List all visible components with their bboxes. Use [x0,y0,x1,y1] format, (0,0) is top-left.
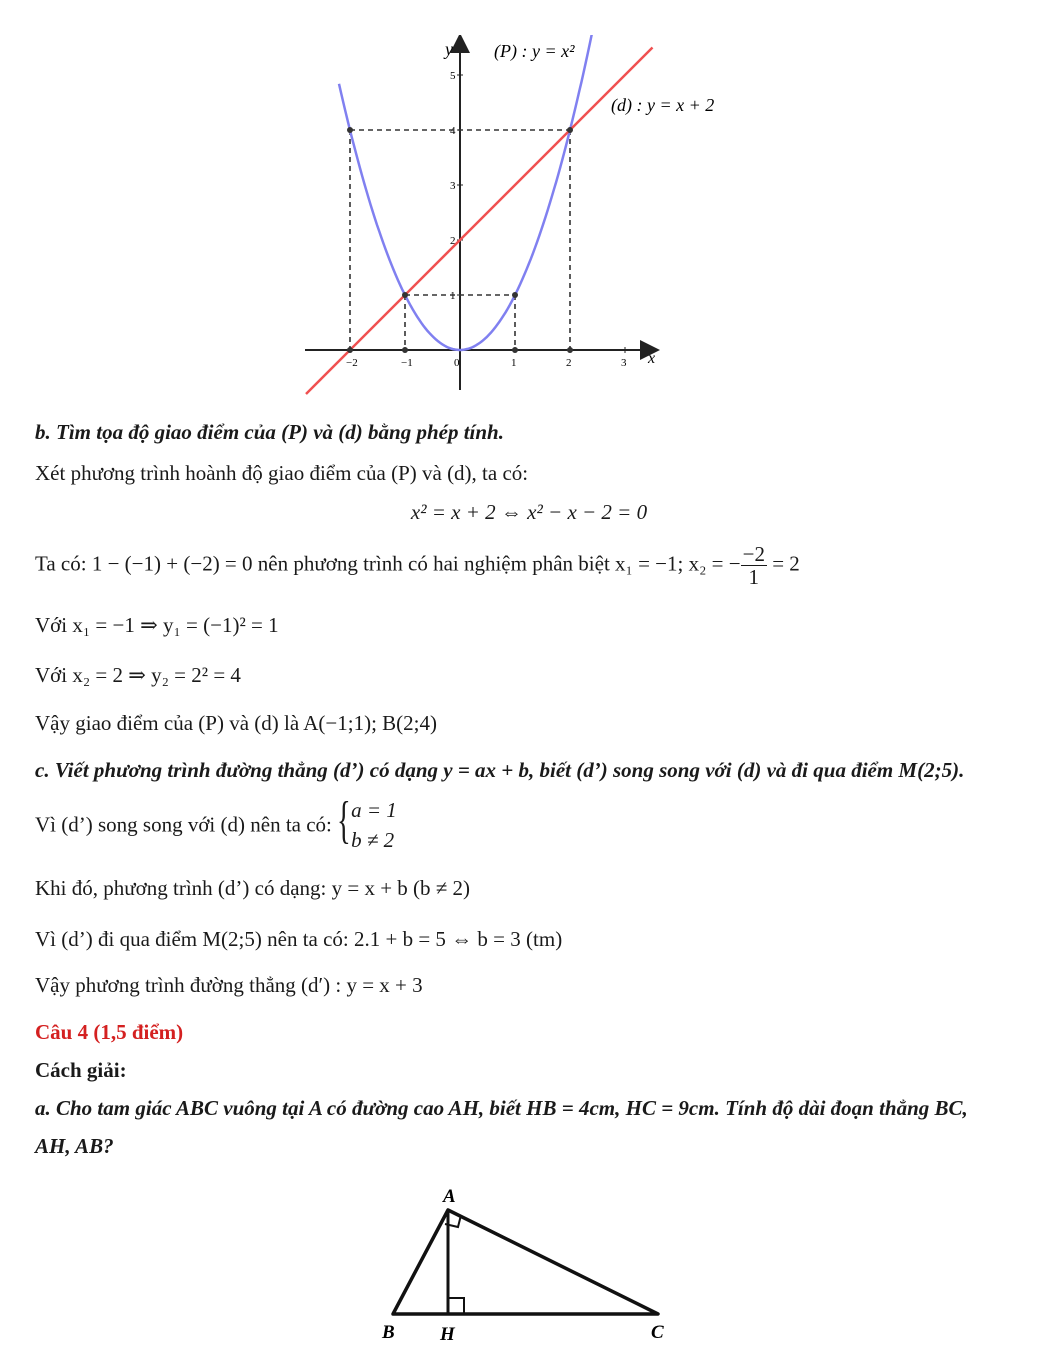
parallel-text: Vì (d’) song song với (d) nên ta có: [35,812,332,837]
y-tick-label: 1 [450,290,456,302]
right-angle-h [448,1298,464,1314]
fraction-numerator: −2 [742,542,765,566]
part-b-conclusion: Vậy giao điểm của (P) và (d) là A(−1;1); B(2;4) [35,711,437,735]
y-axis-label: y [445,39,453,59]
y-tick-label: 5 [450,70,456,82]
y-tick-label: 4 [450,125,456,137]
graph-point [402,292,408,298]
part-c-form: Khi đó, phương trình (d’) có dạng: y = x + b (b ≠ 2) [35,876,471,900]
x-tick-label: 1 [511,357,517,369]
graph-point [567,127,573,133]
graph-point [567,347,573,353]
part-b-heading: b. Tìm tọa độ giao điểm của (P) và (d) bằng phép tính. [35,420,504,444]
graph-point [402,347,408,353]
system-row-2: b ≠ 2 [351,828,395,852]
q4-part-a-line2: AH, AB? [35,1134,114,1158]
triangle-diagram [370,1180,690,1350]
function-graph [300,35,720,395]
triangle-abc [393,1210,658,1314]
part-c-parallel [35,792,397,855]
line-d-label: (d) : y = x + 2 [611,95,715,115]
part-c-through: Vì (d’) đi qua điểm M(2;5) nên ta có: 2.1 + b = 5 ⇔ b = 3 (tm) [35,927,563,951]
parabola-curve [339,35,592,350]
x-tick-label: −1 [401,357,413,369]
graph-point [347,347,353,353]
system-brace: { [337,792,351,849]
roots-fraction [741,543,767,588]
roots-result: = 2 [766,551,800,576]
part-b-roots [35,543,800,588]
part-b-with1: Với x₁ = −1 ⇒ y₁ = (−1)² = 1 [35,613,279,637]
part-b-equation: x² = x + 2 ⇔ x² − x − 2 = 0 [410,500,648,524]
x-tick-label: 2 [566,357,572,369]
y-tick-label: 3 [450,180,456,192]
graph-point [347,127,353,133]
x-tick-label: −2 [346,357,358,369]
parabola-label: (P) : y = x² [494,41,575,61]
part-b-intro: Xét phương trình hoành độ giao điểm của (P) và (d), ta có: [35,461,529,485]
graph-point [512,347,518,353]
part-b-with2: Với x₂ = 2 ⇒ y₂ = 2² = 4 [35,663,241,687]
vertex-label-b: B [382,1322,395,1343]
fraction-denominator: 1 [748,565,760,589]
system-row-1: a = 1 [351,798,397,822]
vertex-label-a: A [443,1186,456,1207]
question-4-title: Câu 4 (1,5 điểm) [35,1020,184,1044]
q4-part-a-line1: a. Cho tam giác ABC vuông tại A có đường cao AH, biết HB = 4cm, HC = 9cm. Tính độ dài đoạn thẳng BC, [35,1096,968,1120]
y-tick-label: 2 [450,235,456,247]
method-label: Cách giải: [35,1058,127,1082]
part-c-final: Vậy phương trình đường thẳng (d′) : y = x + 3 [35,973,423,997]
graph-point [512,292,518,298]
roots-text: Ta có: 1 − (−1) + (−2) = 0 nên phương trình có hai nghiệm phân biệt x₁ = −1; x₂ = − [35,551,741,576]
x-tick-label: 0 [454,357,460,369]
vertex-label-h: H [440,1324,455,1345]
x-axis-label: x [648,350,656,367]
vertex-label-c: C [651,1322,664,1343]
equation-system [337,792,397,855]
part-c-heading: c. Viết phương trình đường thẳng (d’) có dạng y = ax + b, biết (d’) song song với (d) và đi qua điểm M(2;5). [35,758,965,782]
x-tick-label: 3 [621,357,627,369]
